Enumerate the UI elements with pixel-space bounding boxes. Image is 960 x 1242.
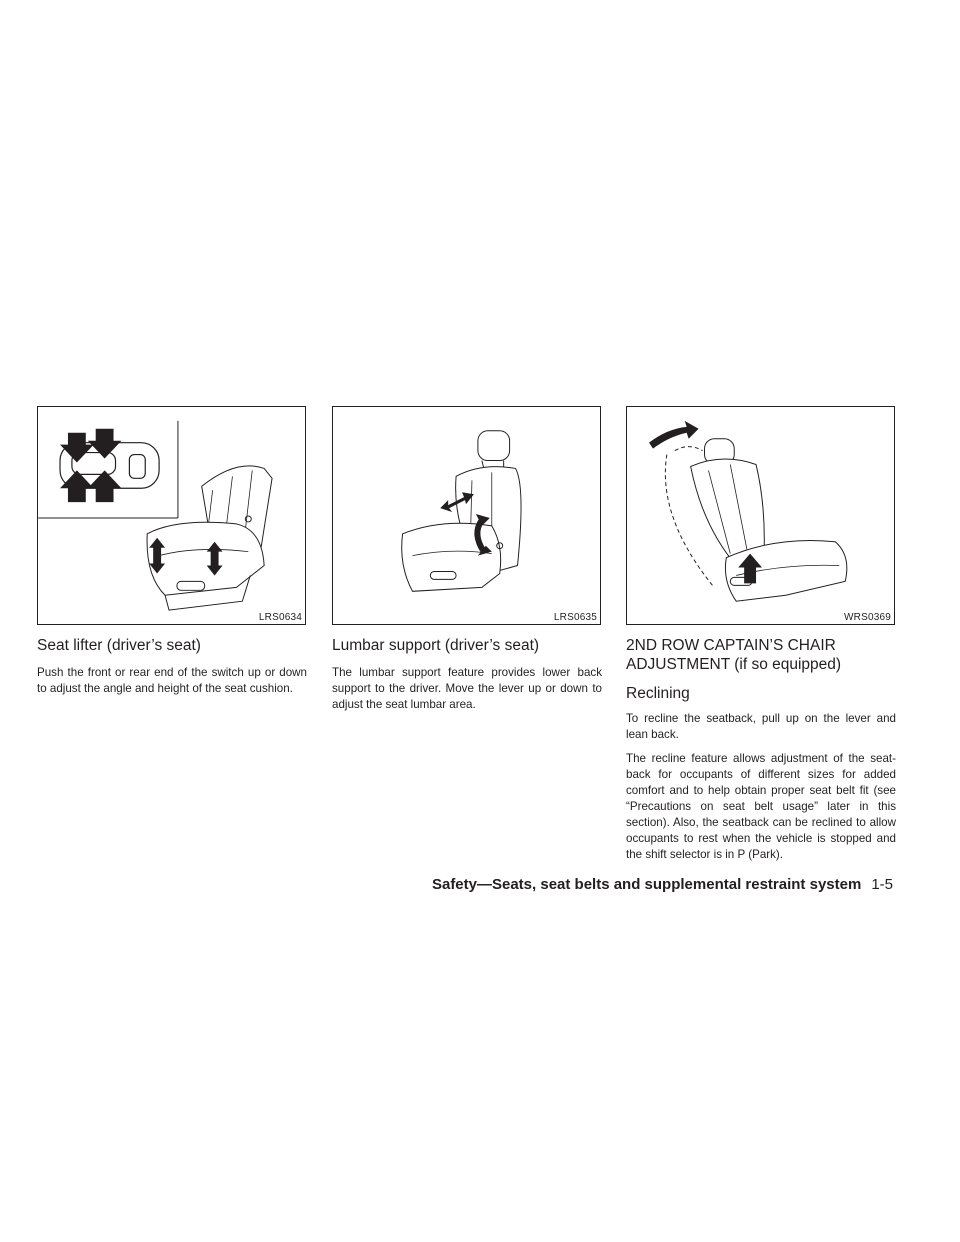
captains-chair-illustration (627, 407, 894, 624)
seat-lifter-illustration (38, 407, 305, 624)
footer-title: Safety—Seats, seat belts and supplemental restraint system (431, 876, 862, 893)
section-body: Push the front or rear end of the switch up or down to adjust the angle and height of the seat cushion. (37, 666, 307, 695)
section-body: The lumbar support feature provides lower back support to the driver. Move the lever up or down to adjust the seat lumbar area. (332, 666, 602, 711)
figure-code: LRS0634 (258, 612, 302, 623)
section-heading: 2ND ROW CAPTAIN’S CHAIR ADJUSTMENT (if so equipped) (626, 637, 842, 673)
section-subheading: Reclining (626, 685, 690, 702)
figure-code: LRS0635 (553, 612, 597, 623)
figure-code: WRS0369 (844, 612, 891, 623)
captains-chair-figure (626, 406, 895, 625)
lumbar-support-illustration (333, 407, 600, 624)
section-heading: Lumbar support (driver’s seat) (332, 637, 540, 654)
seat-lifter-section (37, 636, 307, 705)
lumbar-support-figure (332, 406, 601, 625)
page-footer (0, 876, 893, 893)
section-paragraph: To recline the seatback, pull up on the lever and lean back. (626, 712, 896, 741)
section-paragraph: The recline feature allows adjustment of the seat-back for occupants of different sizes for added comfort and to help obtain proper seat belt fit (see “Precautions on seat belt usage” later in this section). Also, the seatback can be reclined to allow occupants to rest when the vehicle is stopped and the shift selector is in P (Park). (626, 752, 896, 861)
lumbar-support-section (332, 636, 602, 721)
section-heading: Seat lifter (driver’s seat) (37, 637, 201, 654)
captains-chair-section (626, 636, 896, 871)
page-number: 1-5 (871, 876, 893, 893)
seat-lifter-figure (37, 406, 306, 625)
